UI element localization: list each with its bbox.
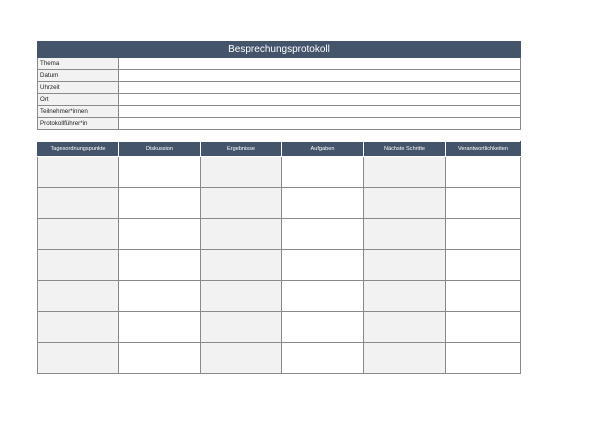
info-row-location [38, 94, 521, 106]
agenda-row [38, 219, 521, 250]
agenda-cell[interactable] [364, 157, 446, 188]
agenda-cell[interactable] [38, 188, 119, 219]
agenda-cell[interactable] [282, 250, 364, 281]
topic-label: Thema [38, 58, 119, 70]
agenda-cell[interactable] [201, 281, 282, 312]
agenda-cell[interactable] [364, 188, 446, 219]
time-label: Uhrzeit [38, 82, 119, 94]
agenda-cell[interactable] [201, 157, 282, 188]
agenda-cell[interactable] [38, 281, 119, 312]
header-tasks: Aufgaben [282, 142, 364, 157]
meeting-info-table [37, 41, 521, 130]
agenda-cell[interactable] [282, 188, 364, 219]
agenda-cell[interactable] [119, 281, 201, 312]
agenda-cell[interactable] [201, 188, 282, 219]
header-discussion: Diskussion [119, 142, 201, 157]
agenda-cell[interactable] [364, 219, 446, 250]
agenda-cell[interactable] [446, 219, 521, 250]
date-field[interactable] [119, 70, 521, 82]
agenda-cell[interactable] [119, 343, 201, 374]
agenda-cell[interactable] [364, 281, 446, 312]
agenda-row [38, 281, 521, 312]
header-next-steps: Nächste Schritte [364, 142, 446, 157]
agenda-cell[interactable] [446, 312, 521, 343]
agenda-cell[interactable] [119, 219, 201, 250]
topic-field[interactable] [119, 58, 521, 70]
info-row-date [38, 70, 521, 82]
agenda-cell[interactable] [282, 281, 364, 312]
agenda-cell[interactable] [201, 343, 282, 374]
agenda-cell[interactable] [119, 312, 201, 343]
participants-field[interactable] [119, 106, 521, 118]
agenda-cell[interactable] [446, 250, 521, 281]
agenda-row [38, 157, 521, 188]
agenda-row [38, 188, 521, 219]
agenda-row [38, 343, 521, 374]
agenda-cell[interactable] [201, 312, 282, 343]
date-label: Datum [38, 70, 119, 82]
agenda-table [37, 141, 521, 374]
header-responsibilities: Verantwortlichkeiten [446, 142, 521, 157]
agenda-cell[interactable] [446, 188, 521, 219]
agenda-header-row [38, 142, 521, 157]
document-title: Besprechungsprotokoll [38, 42, 521, 58]
title-row [38, 42, 521, 58]
agenda-cell[interactable] [38, 157, 119, 188]
info-row-topic [38, 58, 521, 70]
agenda-cell[interactable] [201, 219, 282, 250]
agenda-cell[interactable] [119, 250, 201, 281]
info-row-minute-taker [38, 118, 521, 130]
agenda-cell[interactable] [282, 157, 364, 188]
participants-label: Teilnehmer*innen [38, 106, 119, 118]
agenda-cell[interactable] [38, 343, 119, 374]
time-field[interactable] [119, 82, 521, 94]
agenda-body [38, 157, 521, 374]
minute-taker-field[interactable] [119, 118, 521, 130]
agenda-cell[interactable] [119, 188, 201, 219]
header-agenda-items: Tagesordnungspunkte [38, 142, 119, 157]
agenda-cell[interactable] [282, 343, 364, 374]
agenda-cell[interactable] [446, 157, 521, 188]
agenda-cell[interactable] [119, 157, 201, 188]
agenda-cell[interactable] [364, 343, 446, 374]
agenda-cell[interactable] [282, 312, 364, 343]
agenda-cell[interactable] [201, 250, 282, 281]
agenda-cell[interactable] [364, 312, 446, 343]
location-label: Ort [38, 94, 119, 106]
minute-taker-label: Protokollführer*in [38, 118, 119, 130]
agenda-cell[interactable] [364, 250, 446, 281]
header-results: Ergebnisse [201, 142, 282, 157]
agenda-cell[interactable] [446, 343, 521, 374]
agenda-cell[interactable] [38, 219, 119, 250]
agenda-cell[interactable] [446, 281, 521, 312]
info-row-time [38, 82, 521, 94]
agenda-row [38, 250, 521, 281]
agenda-cell[interactable] [38, 312, 119, 343]
agenda-row [38, 312, 521, 343]
location-field[interactable] [119, 94, 521, 106]
agenda-cell[interactable] [282, 219, 364, 250]
info-row-participants [38, 106, 521, 118]
agenda-cell[interactable] [38, 250, 119, 281]
